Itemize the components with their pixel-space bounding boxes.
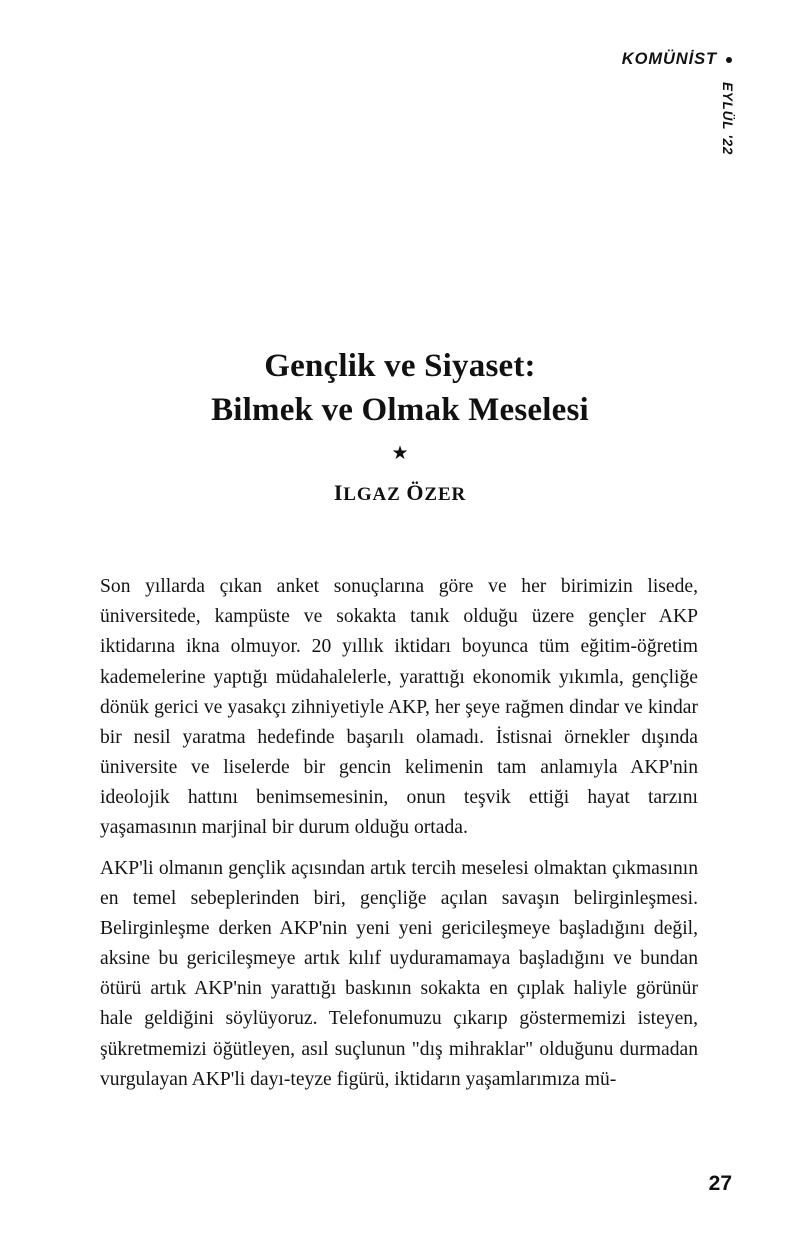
star-icon: ★ [391, 443, 409, 465]
article-title-line-2: Bilmek ve Olmak Meselesi [211, 391, 589, 428]
article-title [100, 345, 700, 432]
article-title-line-1: Gençlik ve Siyaset: [264, 348, 536, 384]
bullet-icon [726, 57, 732, 63]
paragraph: AKP'li olmanın gençlik açısından artık tercih meselesi olmaktan çıkmasının en temel sebeplerinden biri, gençliğe açılan savaşın belirginleşmesi. Belirginleşme derken AKP'nin yeni yeni gericileşmeye başladığını değil, aksine bu gericileşmeye artık kılıf uyduramamaya başladığını ve bundan ötürü artık AKP'nin yarattığı baskının sokakta en çıplak haliyle görünür hale geldiğini söylüyoruz. Telefonumuzu çıkarıp göstermemizi isteyen, şükretmemizi öğütleyen, asıl suçlunun "dış mihraklar" olduğunu durmadan vurgulayan AKP'li dayı-teyze figürü, iktidarın yaşamlarımıza mü- [100, 857, 698, 1090]
paragraph: Son yıllarda çıkan anket sonuçlarına göre ve her birimizin lisede, üniversitede, kampüste ve sokakta tanık olduğu üzere gençler AKP iktidarına ikna olmuyor. 20 yıllık iktidarı boyunca tüm eğitim-öğretim kademelerine yaptığı müdahalelerle, yarattığı ekonomik yıkımla, gençliğe dönük gerici ve yasakçı zihniyetiyle AKP, her şeye rağmen dindar ve kindar bir nesil yaratma hedefinde başarılı olamadı. İstisnai örnekler dışında üniversite ve liselerde bir gencin kelimenin tam anlamıyla AKP'nin ideolojik hattını benimsemesinin, onun teşvik ettiği hayat tarzını yaşamasının marjinal bir durum olduğu ortada. [100, 576, 698, 839]
issue-date: EYLÜL '22 [720, 82, 735, 156]
publication-title: KOMÜNİST [621, 50, 717, 68]
author-byline: ILGAZ ÖZER [333, 480, 467, 506]
title-block [100, 345, 700, 506]
page-number: 27 [708, 1172, 732, 1195]
article-body [100, 572, 698, 1095]
running-head [622, 50, 732, 69]
